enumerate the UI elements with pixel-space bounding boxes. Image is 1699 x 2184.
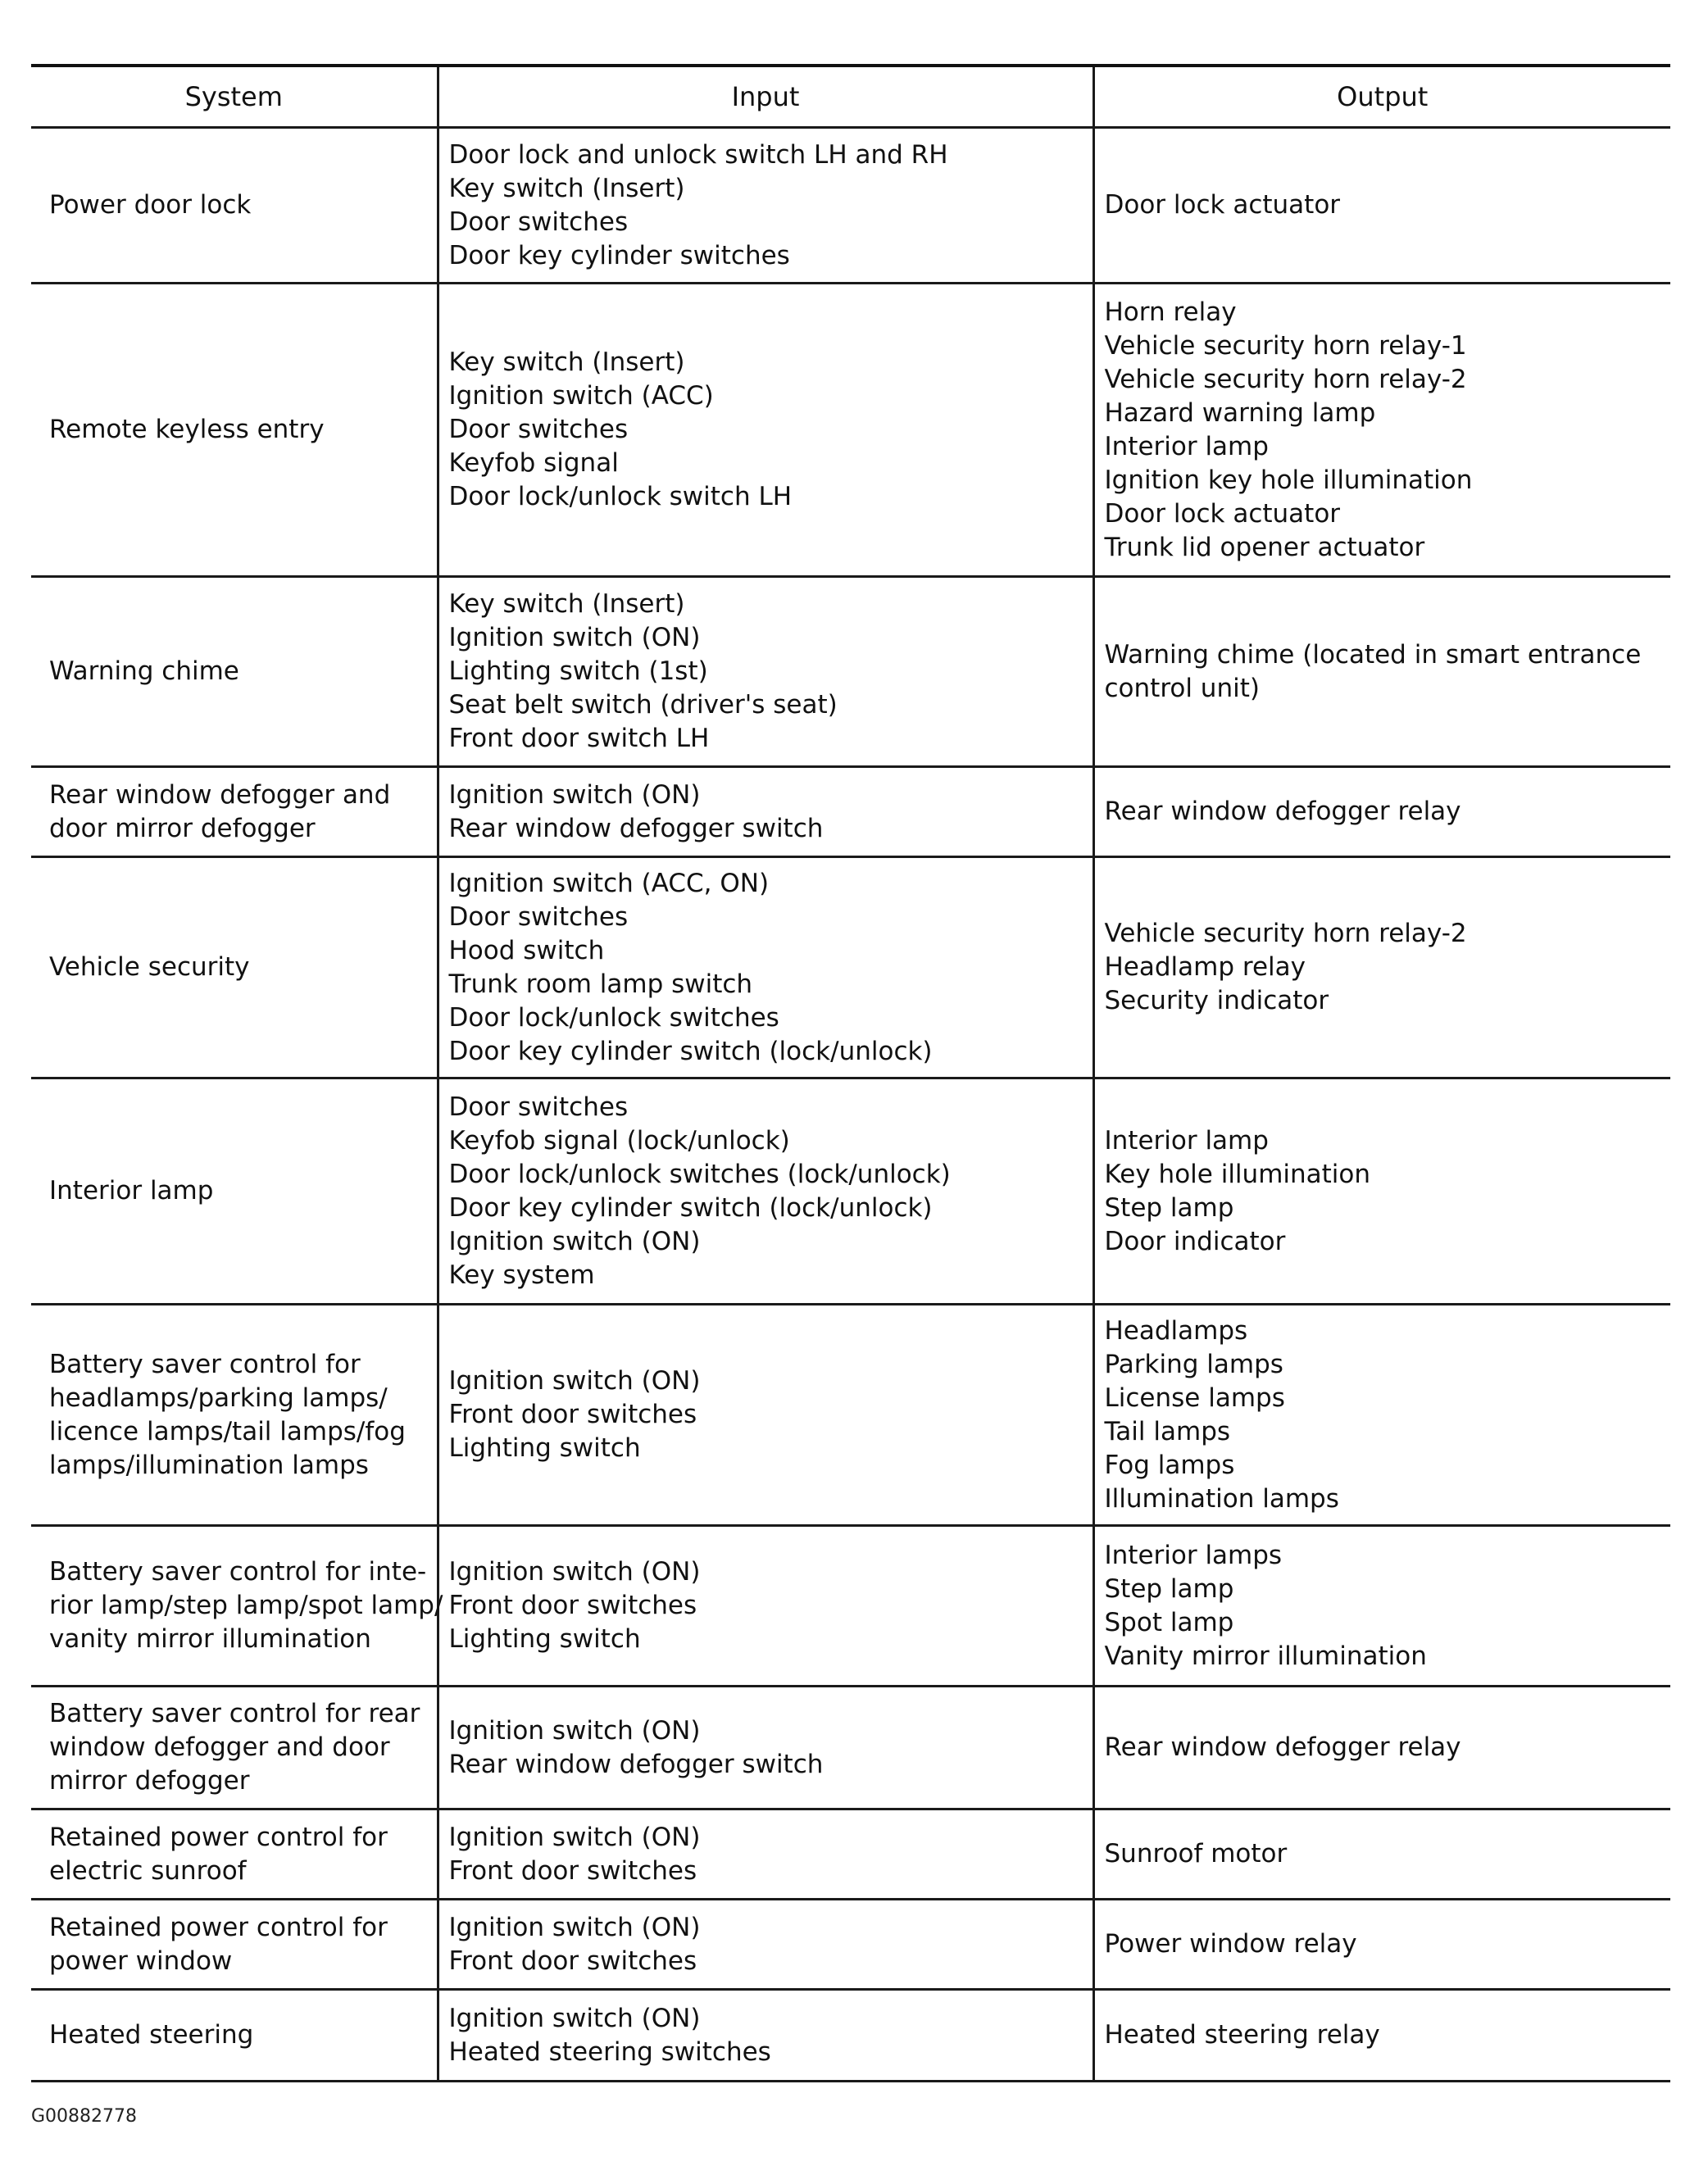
system-line: Interior lamp (49, 1176, 214, 1206)
output-line: Fog lamps (1104, 1450, 1235, 1480)
output-line: Tail lamps (1104, 1416, 1231, 1446)
cell-input (438, 1809, 1093, 1900)
input-line: Ignition switch (ON) (448, 1366, 701, 1396)
table-row (31, 1305, 1670, 1526)
figure-id: G00882778 (31, 2106, 138, 2127)
cell-system (31, 1990, 438, 2082)
system-line: vanity mirror illumination (49, 1624, 371, 1654)
system-line: Rear window defogger and (49, 779, 391, 810)
input-line: Ignition switch (ON) (448, 1715, 701, 1746)
cell-system (31, 284, 438, 577)
cell-input (438, 1900, 1093, 1990)
output-line: Vanity mirror illumination (1104, 1641, 1427, 1671)
system-line: electric sunroof (49, 1855, 247, 1886)
cell-output (1093, 1526, 1670, 1687)
output-line: Vehicle security horn relay-2 (1104, 919, 1467, 948)
output-line: Headlamp relay (1104, 952, 1306, 982)
cell-input (438, 577, 1093, 767)
output-line: Heated steering relay (1104, 2020, 1380, 2050)
output-line: Headlamps (1104, 1315, 1248, 1346)
cell-input (438, 767, 1093, 857)
output-line: Parking lamps (1104, 1349, 1283, 1379)
output-line: Interior lamp (1104, 431, 1269, 461)
system-line: Battery saver control for rear (49, 1699, 420, 1728)
table-row (31, 1809, 1670, 1900)
input-line: Front door switches (448, 1946, 697, 1976)
system-line: window defogger and door (49, 1732, 390, 1762)
table-row (31, 284, 1670, 577)
output-line: Step lamp (1104, 1573, 1234, 1604)
header-system: System (31, 66, 438, 128)
cell-input (438, 284, 1093, 577)
cell-system (31, 1305, 438, 1526)
cell-output (1093, 857, 1670, 1078)
output-line: Door indicator (1104, 1226, 1286, 1256)
system-io-table-sheet (31, 64, 1670, 2082)
cell-input (438, 1687, 1093, 1809)
input-line: Key switch (Insert) (448, 589, 685, 619)
output-line: Key hole illumination (1104, 1159, 1371, 1189)
cell-system (31, 857, 438, 1078)
cell-output (1093, 767, 1670, 857)
cell-output (1093, 284, 1670, 577)
input-line: Hood switch (448, 935, 605, 965)
input-line: Door switches (448, 207, 629, 237)
output-line: Hazard warning lamp (1104, 397, 1376, 428)
system-io-table (31, 64, 1670, 2082)
input-line: Door switches (448, 415, 629, 444)
cell-input (438, 1526, 1093, 1687)
table-row (31, 1078, 1670, 1305)
input-line: Ignition switch (ACC, ON) (448, 868, 770, 898)
output-line: Door lock actuator (1104, 498, 1341, 529)
table-row (31, 128, 1670, 284)
input-line: Keyfob signal (lock/unlock) (448, 1125, 790, 1156)
cell-output (1093, 1687, 1670, 1809)
cell-system (31, 1078, 438, 1305)
system-line: lamps/illumination lamps (49, 1450, 369, 1480)
cell-output (1093, 1900, 1670, 1990)
cell-input (438, 128, 1093, 284)
output-line: Spot lamp (1104, 1607, 1234, 1637)
input-line: Front door switch LH (448, 724, 710, 753)
table-row (31, 857, 1670, 1078)
output-line: Interior lamp (1104, 1125, 1269, 1156)
input-line: Lighting switch (1st) (448, 656, 708, 686)
output-line: Horn relay (1104, 297, 1237, 327)
system-line: Battery saver control for (49, 1349, 361, 1379)
system-line: door mirror defogger (49, 813, 316, 843)
input-line: Door key cylinder switch (lock/unlock) (448, 1036, 933, 1066)
input-line: Front door switches (448, 1591, 697, 1620)
output-line: Power window relay (1104, 1929, 1357, 1959)
system-line: Heated steering (49, 2020, 254, 2050)
cell-system (31, 1900, 438, 1990)
input-line: Seat belt switch (driver's seat) (448, 690, 838, 720)
cell-output (1093, 1078, 1670, 1305)
table-row (31, 1526, 1670, 1687)
system-line: Retained power control for (49, 1912, 388, 1942)
input-line: Door lock/unlock switches (448, 1002, 779, 1033)
cell-system (31, 767, 438, 857)
input-line: Door switches (448, 901, 629, 932)
output-line: Ignition key hole illumination (1104, 465, 1473, 495)
table-row (31, 767, 1670, 857)
output-line: Vehicle security horn relay-1 (1104, 330, 1467, 361)
input-line: Ignition switch (ON) (448, 1822, 701, 1852)
cell-system (31, 1809, 438, 1900)
input-line: Door lock/unlock switches (lock/unlock) (448, 1159, 951, 1189)
output-line: Vehicle security horn relay-2 (1104, 364, 1467, 394)
input-line: Ignition switch (ON) (448, 779, 701, 810)
system-line: Power door lock (49, 190, 252, 220)
input-line: Door key cylinder switch (lock/unlock) (448, 1192, 933, 1223)
output-line: Step lamp (1104, 1192, 1234, 1223)
input-line: Trunk room lamp switch (448, 969, 753, 999)
system-line: Battery saver control for inte- (49, 1557, 427, 1587)
cell-input (438, 1990, 1093, 2082)
cell-output (1093, 1809, 1670, 1900)
cell-output (1093, 577, 1670, 767)
cell-output (1093, 1305, 1670, 1526)
output-line: control unit) (1104, 673, 1260, 703)
input-line: Ignition switch (ON) (448, 2003, 701, 2033)
cell-output (1093, 128, 1670, 284)
input-line: Rear window defogger switch (448, 813, 824, 843)
system-line: licence lamps/tail lamps/fog (49, 1416, 406, 1446)
input-line: Front door switches (448, 1400, 697, 1429)
header-output: Output (1093, 66, 1670, 128)
system-line: headlamps/parking lamps/ (49, 1383, 388, 1413)
input-line: Ignition switch (ON) (448, 623, 701, 652)
output-line: Security indicator (1104, 986, 1329, 1015)
system-line: mirror defogger (49, 1766, 250, 1796)
input-line: Lighting switch (448, 1433, 641, 1463)
system-line: Remote keyless entry (49, 415, 325, 444)
cell-system (31, 128, 438, 284)
input-line: Rear window defogger switch (448, 1749, 824, 1779)
input-line: Ignition switch (ON) (448, 1226, 701, 1256)
system-line: Warning chime (49, 656, 239, 686)
table-row (31, 577, 1670, 767)
input-line: Door lock and unlock switch LH and RH (448, 139, 948, 170)
cell-system (31, 1526, 443, 1687)
output-line: Illumination lamps (1104, 1483, 1339, 1514)
input-line: Door key cylinder switches (448, 240, 790, 270)
output-line: Sunroof motor (1104, 1839, 1288, 1868)
output-line: License lamps (1104, 1383, 1285, 1413)
input-line: Lighting switch (448, 1624, 641, 1654)
input-line: Key switch (Insert) (448, 173, 685, 203)
table-row (31, 1687, 1670, 1809)
input-line: Key system (448, 1260, 595, 1290)
table-row (31, 1900, 1670, 1990)
cell-input (438, 1305, 1093, 1526)
table-row (31, 1990, 1670, 2082)
cell-system (31, 1687, 438, 1809)
header-input: Input (438, 66, 1093, 128)
system-line: power window (49, 1946, 233, 1976)
output-line: Rear window defogger relay (1104, 797, 1461, 826)
output-line: Trunk lid opener actuator (1104, 532, 1425, 562)
input-line: Door lock/unlock switch LH (448, 482, 793, 511)
system-line: Retained power control for (49, 1822, 388, 1852)
system-line: Vehicle security (49, 952, 250, 982)
output-line: Interior lamps (1104, 1540, 1283, 1570)
input-line: Ignition switch (ON) (448, 1912, 701, 1942)
system-line: rior lamp/step lamp/spot lamp/ (49, 1591, 443, 1620)
output-line: Door lock actuator (1104, 190, 1341, 220)
input-line: Ignition switch (ON) (448, 1557, 701, 1587)
cell-input (438, 857, 1093, 1078)
cell-input (438, 1078, 1093, 1305)
input-line: Door switches (448, 1092, 629, 1122)
cell-output (1093, 1990, 1670, 2082)
input-line: Keyfob signal (448, 448, 619, 478)
input-line: Key switch (Insert) (448, 347, 685, 377)
header-row (31, 66, 1670, 128)
input-line: Front door switches (448, 1855, 697, 1886)
table-body (31, 128, 1670, 2082)
output-line: Rear window defogger relay (1104, 1732, 1461, 1762)
input-line: Heated steering switches (448, 2036, 771, 2067)
input-line: Ignition switch (ACC) (448, 381, 714, 411)
output-line: Warning chime (located in smart entrance (1104, 639, 1642, 670)
cell-system (31, 577, 438, 767)
